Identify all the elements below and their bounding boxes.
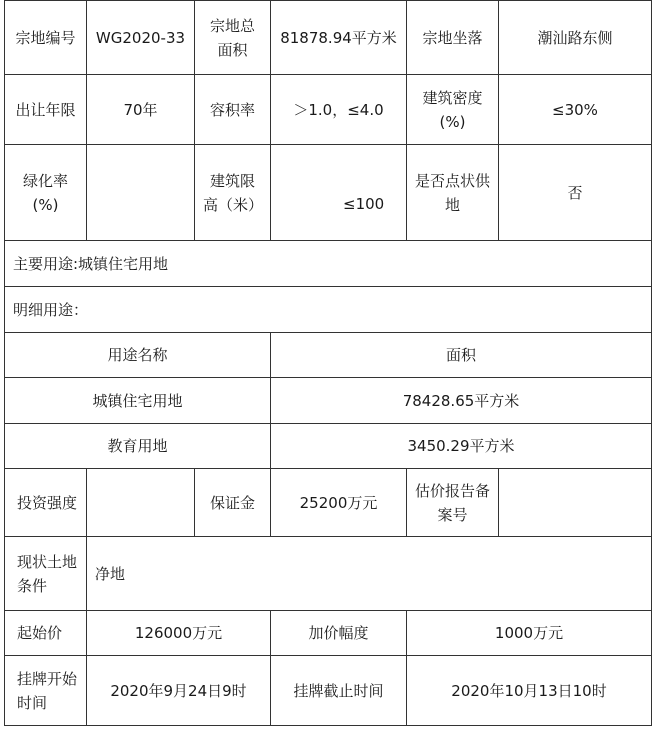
- area-value: 81878.94平方米: [271, 1, 407, 75]
- start-price-label: 起始价: [5, 611, 87, 656]
- table-row: [5, 424, 652, 469]
- table-row: [5, 1, 652, 75]
- main-use: 主要用途:城镇住宅用地: [5, 241, 652, 287]
- listing-end-label: 挂牌截止时间: [271, 656, 407, 726]
- deposit-value: 25200万元: [271, 469, 407, 537]
- use-name-header: 用途名称: [5, 333, 271, 378]
- land-parcel-table: [4, 0, 652, 726]
- status-label: 现状土地条件: [5, 537, 87, 611]
- location-label: 宗地坐落: [407, 1, 499, 75]
- table-row: [5, 537, 652, 611]
- increment-label: 加价幅度: [271, 611, 407, 656]
- invest-label: 投资强度: [5, 469, 87, 537]
- table-row: [5, 287, 652, 333]
- appraisal-label: 估价报告备案号: [407, 469, 499, 537]
- density-value: ≤30%: [499, 75, 652, 145]
- table-row: [5, 611, 652, 656]
- table-row: [5, 333, 652, 378]
- height-label: 建筑限高（米）: [195, 145, 271, 241]
- table-row: [5, 378, 652, 424]
- table-row: [5, 656, 652, 726]
- far-value: ＞1.0，≤4.0: [271, 75, 407, 145]
- invest-value: [87, 469, 195, 537]
- point-supply-label: 是否点状供地: [407, 145, 499, 241]
- status-value: 净地: [87, 537, 652, 611]
- far-label: 容积率: [195, 75, 271, 145]
- density-label: 建筑密度(%): [407, 75, 499, 145]
- listing-begin-label: 挂牌开始时间: [5, 656, 87, 726]
- table-row: [5, 241, 652, 287]
- location-value: 潮汕路东侧: [499, 1, 652, 75]
- green-value: [87, 145, 195, 241]
- listing-end-value: 2020年10月13日10时: [407, 656, 652, 726]
- use-name-cell: 城镇住宅用地: [5, 378, 271, 424]
- detail-use: 明细用途：: [5, 287, 652, 333]
- point-supply-value: 否: [499, 145, 652, 241]
- table-row: [5, 469, 652, 537]
- increment-value: 1000万元: [407, 611, 652, 656]
- start-price-value: 126000万元: [87, 611, 271, 656]
- deposit-label: 保证金: [195, 469, 271, 537]
- height-value: ≤100: [271, 145, 407, 241]
- term-value: 70年: [87, 75, 195, 145]
- parcel-no-label: 宗地编号: [5, 1, 87, 75]
- appraisal-value: [499, 469, 652, 537]
- listing-begin-value: 2020年9月24日9时: [87, 656, 271, 726]
- use-area-header: 面积: [271, 333, 652, 378]
- area-label: 宗地总面积: [195, 1, 271, 75]
- green-label: 绿化率(%): [5, 145, 87, 241]
- use-name-cell: 教育用地: [5, 424, 271, 469]
- term-label: 出让年限: [5, 75, 87, 145]
- use-area-cell: 3450.29平方米: [271, 424, 652, 469]
- parcel-no-value: WG2020-33: [87, 1, 195, 75]
- use-area-cell: 78428.65平方米: [271, 378, 652, 424]
- table-row: [5, 145, 652, 241]
- table-row: [5, 75, 652, 145]
